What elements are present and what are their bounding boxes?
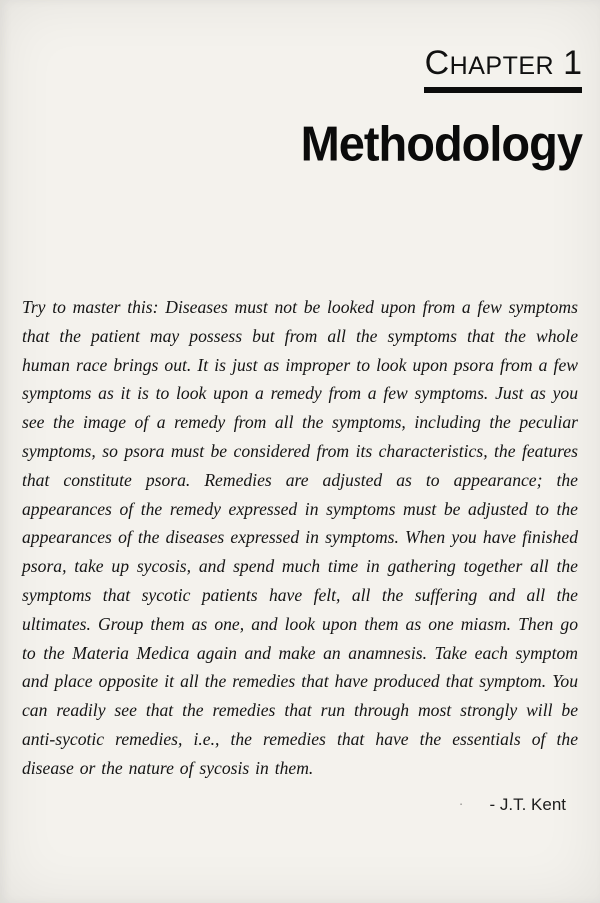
attribution-row — [22, 795, 578, 815]
chapter-word-initial: C — [424, 44, 450, 82]
chapter-word-rest: HAPTER — [449, 52, 555, 80]
chapter-number: 1 — [563, 44, 582, 82]
page-title: Methodology — [300, 115, 582, 171]
chapter-underline-rule — [424, 87, 582, 93]
quote-paragraph: Try to master this: Diseases must not be looked upon from a few symptoms that the patient may possess but from all the symptoms that the whole human race brings out. It is just as improper to look upon psora from a few symptoms as it is to look upon a remedy from a few symptoms. Just as you see the image of a remedy from all the symptoms, including the peculiar symptoms, so psora must be considered from its characteristics, the features that constitute psora. Remedies are adjusted as to appearance; the appearances of the remedy expressed in symptoms must be adjusted to the appearances of the diseases expressed in symptoms. When you have finished psora, take up sycosis, and spend much time in gathering together all the symptoms that sycotic patients have felt, all the suffering and all the ultimates. Group them as one, and look upon them as one miasm. Then go to the Materia Medica again and make an anamnesis. Take each symptom and place opposite it all the remedies that have produced that symptom. You can readily see that the remedies that run through most strongly will be anti-sycotic remedies, i.e., the remedies that have the essentials of the disease or the nature of sycosis in them. — [22, 297, 578, 778]
chapter-label — [301, 46, 582, 80]
attribution: - J.T. Kent — [489, 794, 566, 814]
page-body — [22, 293, 578, 815]
print-artifact-mark: · — [458, 794, 464, 811]
chapter-header — [300, 44, 582, 171]
